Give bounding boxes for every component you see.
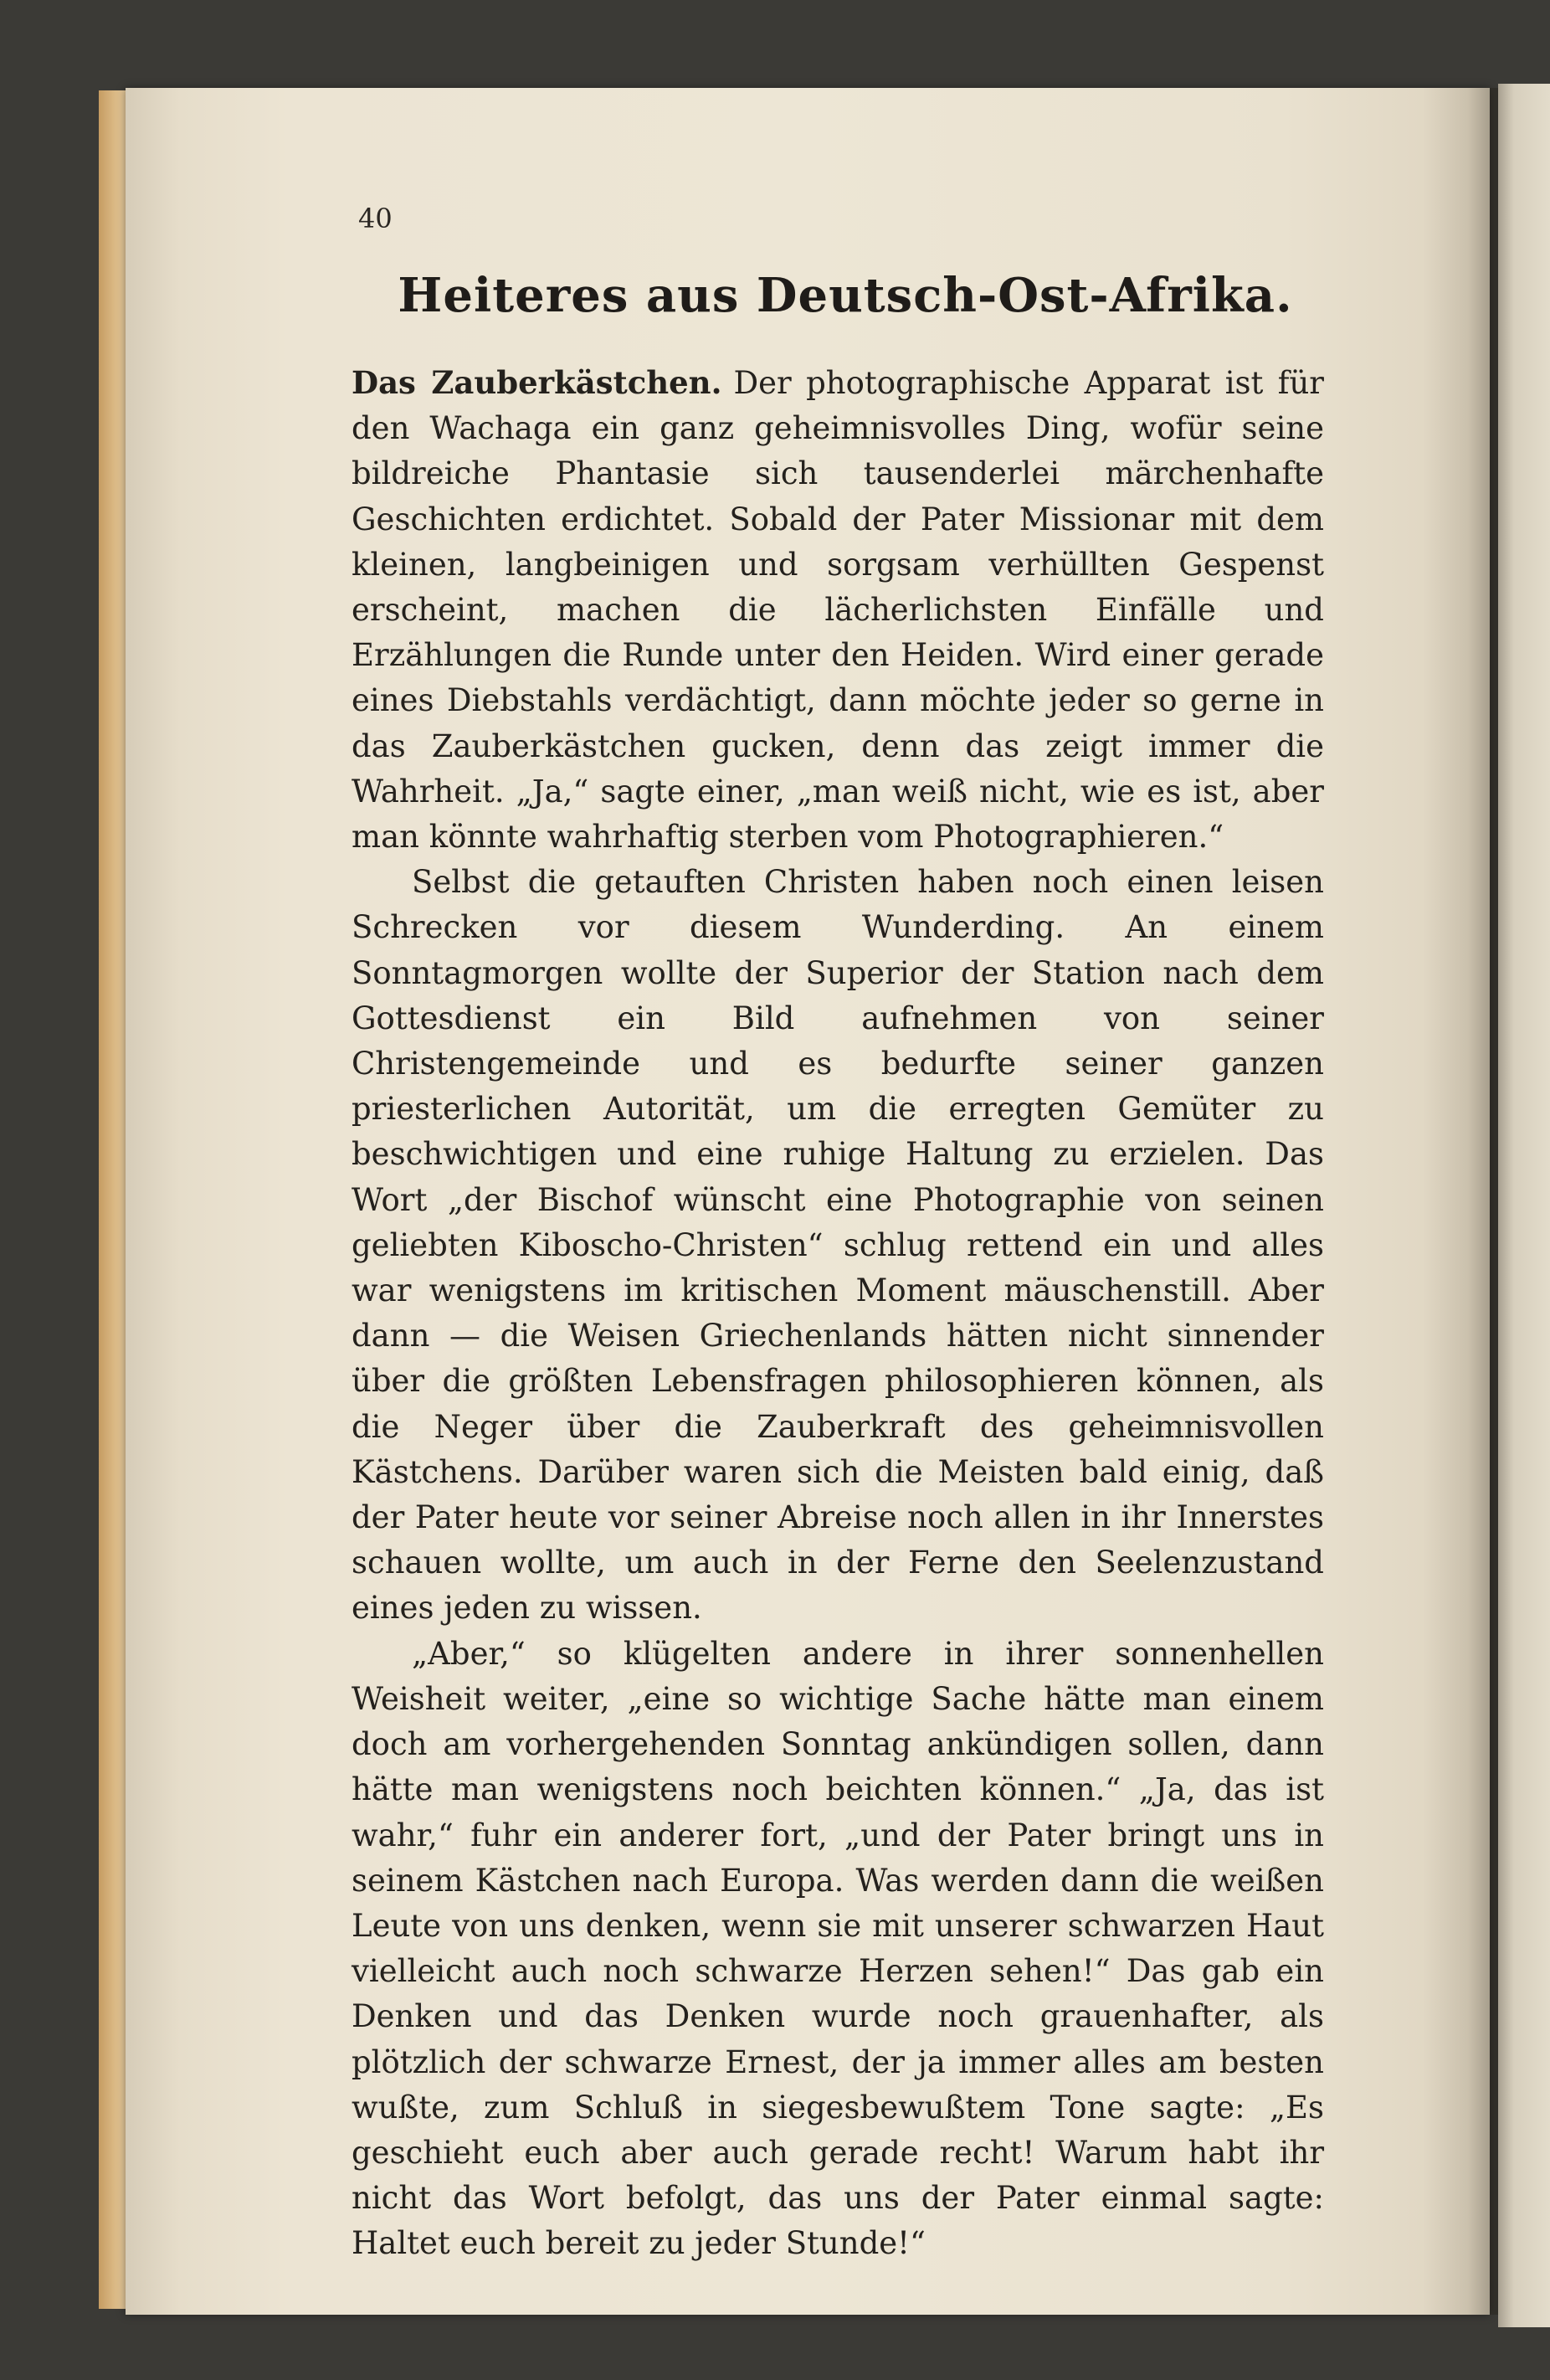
paragraph-1-text: Der photographische Apparat ist für den Wachaga ein ganz geheimnisvolles Ding, wofür seine bildreiche Phantasie sich tausenderlei märchenhafte Geschichten erdichtet. Sobald der Pater Missionar mit dem kleinen, langbeinigen und sorgsam verhüllten Gespenst erscheint, machen die lächerlichsten Einfälle und Erzählungen die Runde unter den Heiden. Wird einer gerade eines Diebstahls verdächtigt, dann möchte jeder so gerne in das Zauberkästchen gucken, denn das zeigt immer die Wahrheit. „Ja,“ sagte einer, „man weiß nicht, wie es ist, aber man könnte wahrhaftig sterben vom Photographieren.“	[352, 365, 1324, 856]
paragraph-2: Selbst die getauften Christen haben noch einen leisen Schrecken vor diesem Wunderding. An einem Sonntagmorgen wollte der Superior der Station nach dem Gottesdienst ein Bild aufnehmen von seiner Christengemeinde und es bedurfte seiner ganzen priesterlichen Autorität, um die erregten Gemüter zu beschwichtigen und eine ruhige Haltung zu erzielen. Das Wort „der Bischof wünscht eine Photographie von seinen geliebten Kiboscho-Christen“ schlug rettend ein und alles war wenigstens im kritischen Moment mäuschenstill. Aber dann — die Weisen Griechenlands hätten nicht sinnender über die größten Lebensfragen philosophieren können, als die Neger über die Zauberkraft des geheimnisvollen Kästchens. Darüber waren sich die Meisten bald einig, daß der Pater heute vor seiner Abreise noch allen in ihr Innerstes schauen wollte, um auch in der Ferne den Seelenzustand eines jeden zu wissen.	[352, 864, 1324, 1627]
paragraph-3: „Aber,“ so klügelten andere in ihrer sonnenhellen Weisheit weiter, „eine so wichtige Sache hätte man einem doch am vorhergehenden Sonntag ankündigen sollen, dann hätte man wenigstens noch beichten können.“ „Ja, das ist wahr,“ fuhr ein anderer fort, „und der Pater bringt uns in seinem Kästchen nach Europa. Was werden dann die weißen Leute von uns denken, wenn sie mit unserer schwarzen Haut vielleicht auch noch schwarze Herzen sehen!“ Das gab ein Denken und das Denken wurde noch grauenhafter, als plötzlich der schwarze Ernest, der ja immer alles am besten wußte, zum Schluß in siegesbewußtem Tone sagte: „Es geschieht euch aber auch gerade recht! Warum habt ihr nicht das Wort befolgt, das uns der Pater einmal sagte: Haltet euch bereit zu jeder Stunde!“	[352, 1635, 1324, 2262]
gutter-shadow	[1423, 88, 1498, 2315]
paragraph-1	[352, 360, 1324, 860]
facing-page-edge	[1498, 84, 1550, 2327]
article-lead-in: Das Zauberkästchen.	[352, 364, 722, 401]
page-title: Heiteres aus Deutsch-Ost-Afrika.	[398, 268, 1293, 323]
page-number: 40	[358, 203, 393, 234]
article-body	[352, 360, 1324, 2267]
